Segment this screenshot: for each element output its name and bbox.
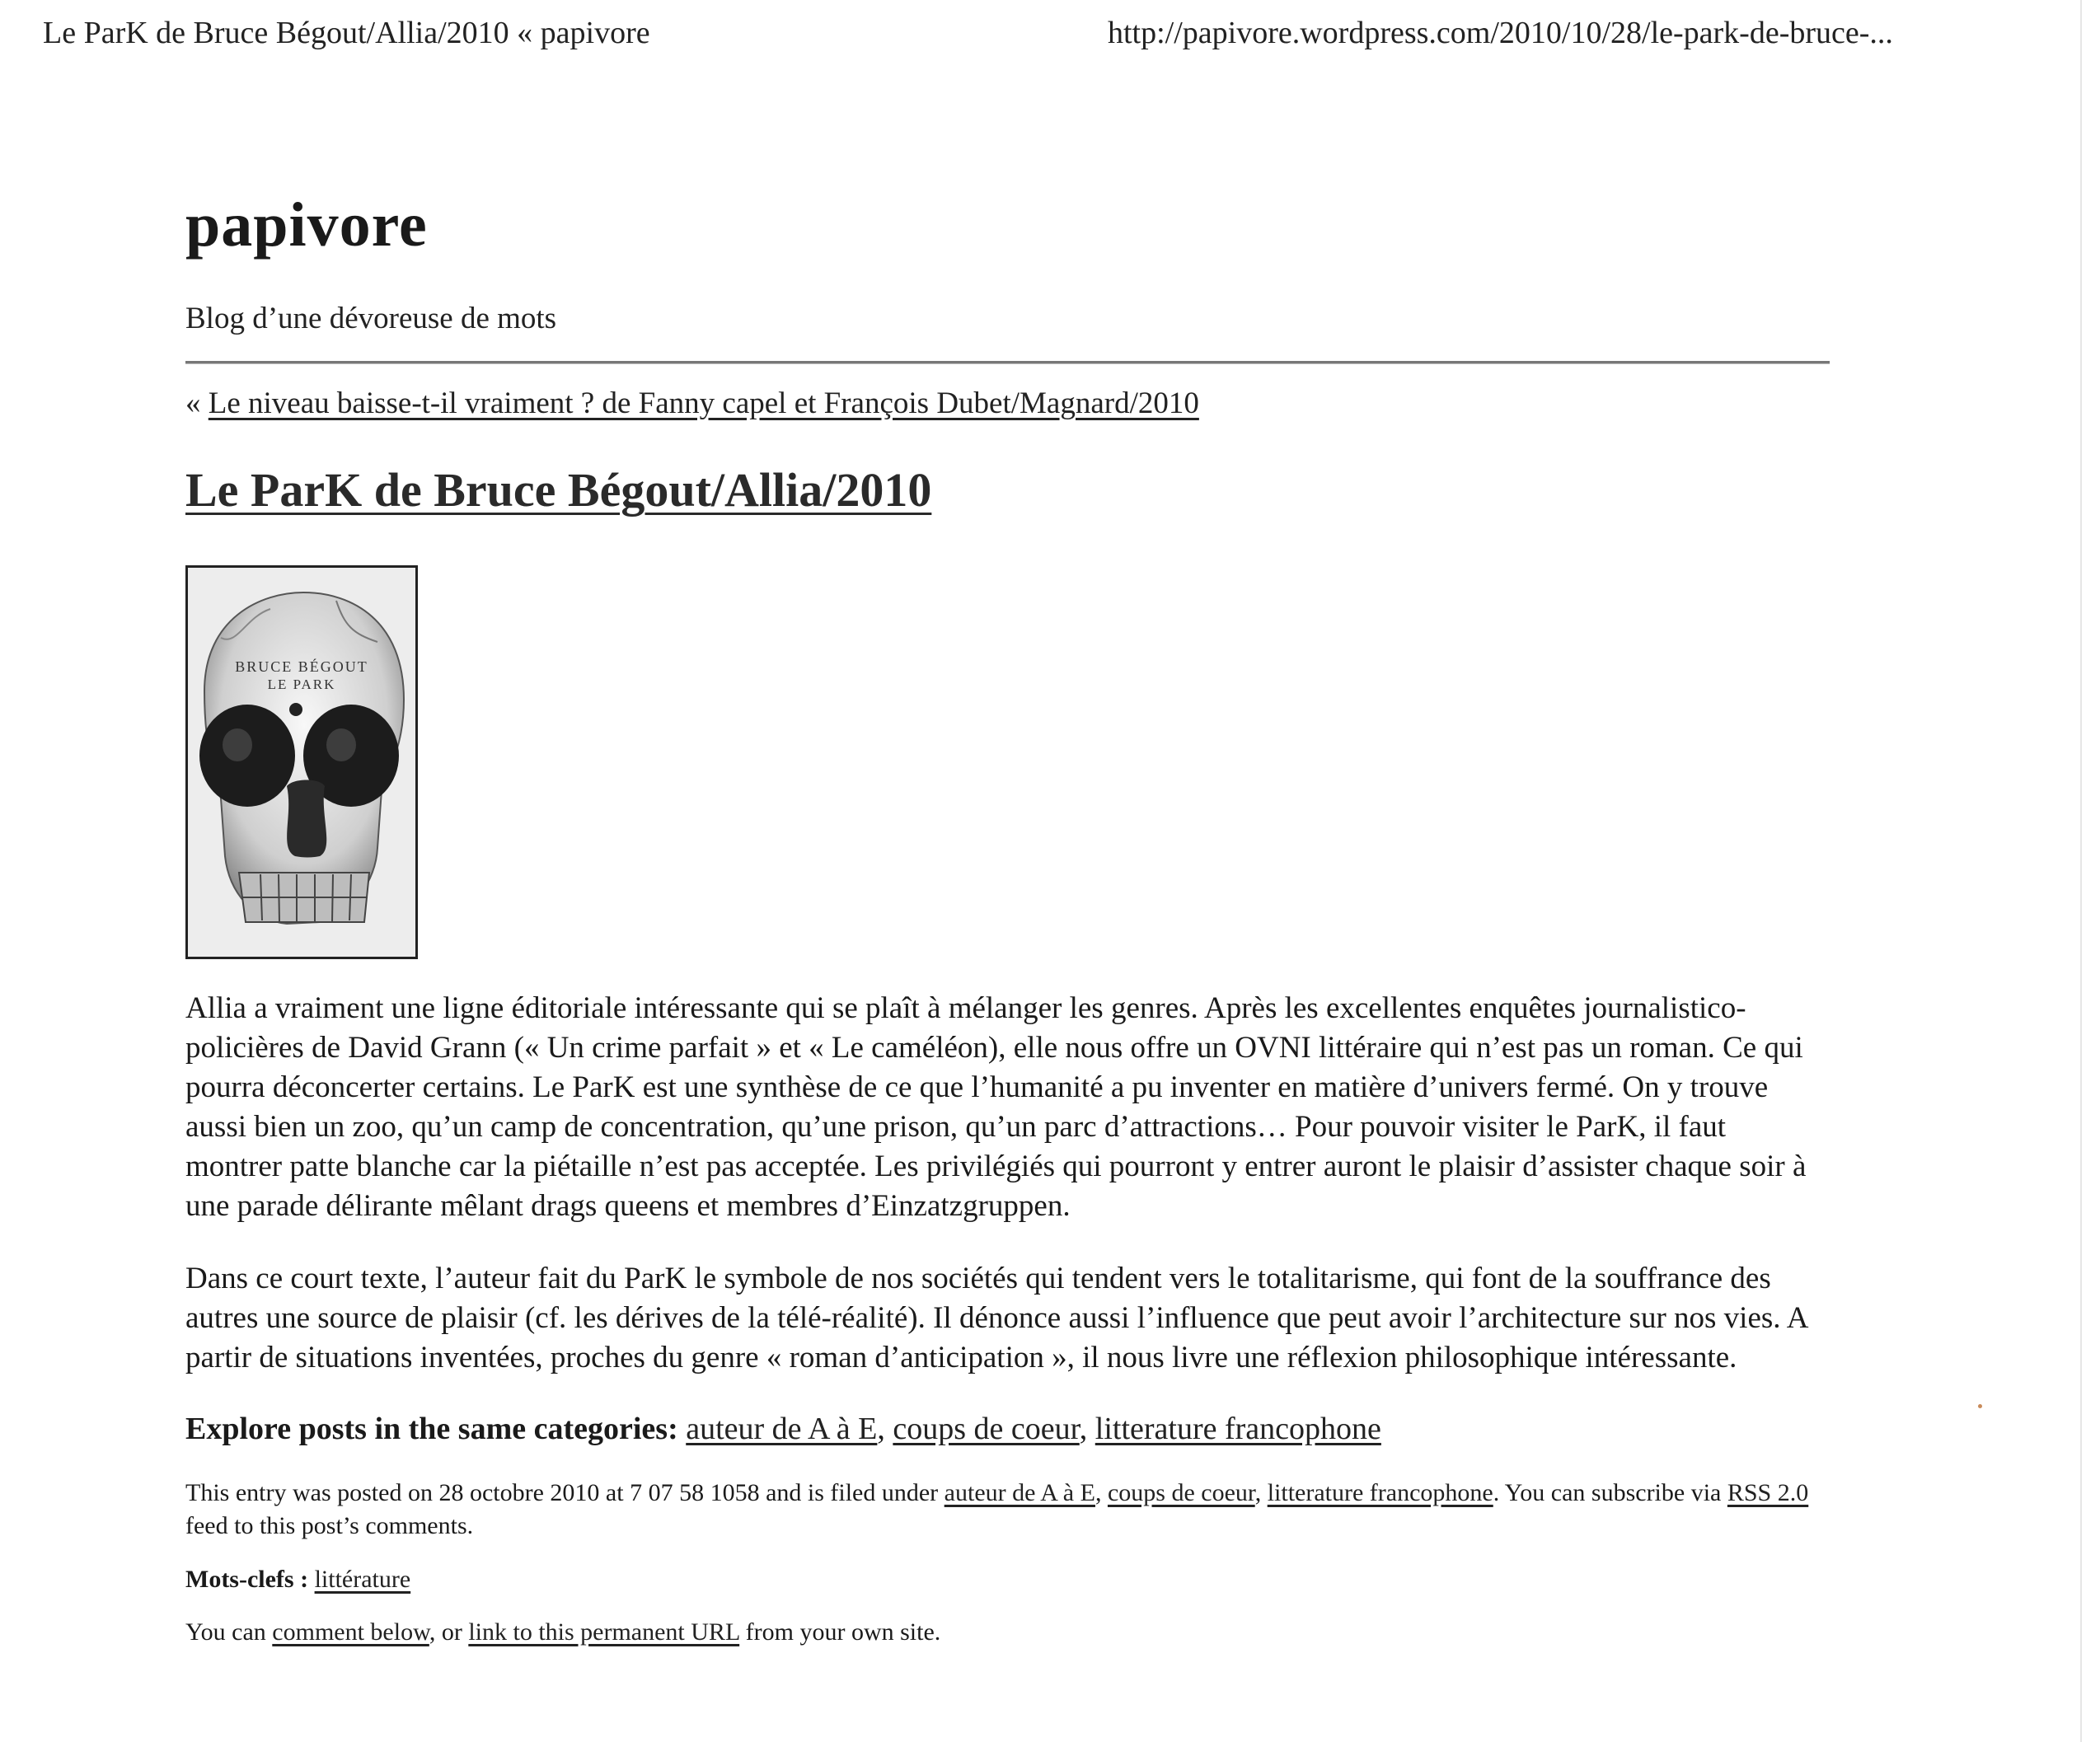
rss-link[interactable]: RSS 2.0 xyxy=(1727,1479,1809,1506)
meta-subscribe-suffix: feed to this post’s comments. xyxy=(185,1512,474,1539)
scan-edge-line xyxy=(2080,0,2082,1742)
category-link-coups-de-coeur[interactable]: coups de coeur xyxy=(893,1412,1080,1446)
meta-posted-text: This entry was posted on 28 octobre 2010 at 7 07 58 1058 and is filed under xyxy=(185,1479,945,1506)
categories-section xyxy=(185,1411,1830,1447)
comment-line-middle: , or xyxy=(429,1618,469,1646)
category-separator: , xyxy=(877,1412,893,1446)
book-cover-image xyxy=(185,565,418,959)
blog-description: Blog d’une dévoreuse de mots xyxy=(185,302,557,335)
meta-category-link-auteur[interactable]: auteur de A à E xyxy=(944,1479,1095,1506)
post-title xyxy=(185,462,1830,517)
previous-post-link[interactable]: Le niveau baisse-t-il vraiment ? de Fanny capel et François Dubet/Magnard/2010 xyxy=(208,386,1199,420)
cover-book-title-text: LE PARK xyxy=(267,677,336,692)
post-title-link[interactable]: Le ParK de Bruce Bégout/Allia/2010 xyxy=(185,463,932,517)
cover-author-text: BRUCE BÉGOUT xyxy=(235,658,368,675)
print-page-url: http://papivore.wordpress.com/2010/10/28/le-park-de-bruce-... xyxy=(1108,16,1893,50)
tag-link-litterature[interactable]: littérature xyxy=(314,1566,411,1593)
meta-category-link-litterature-francophone[interactable]: litterature francophone xyxy=(1267,1479,1493,1506)
permalink-link[interactable]: link to this permanent URL xyxy=(468,1618,740,1646)
post-meta xyxy=(185,1477,1834,1543)
meta-subscribe-text: . You can subscribe via xyxy=(1493,1479,1727,1506)
previous-post-navigation xyxy=(185,386,1830,421)
meta-separator: , xyxy=(1095,1479,1108,1506)
post-content xyxy=(185,989,1830,1378)
comment-line-suffix: from your own site. xyxy=(739,1618,941,1646)
print-header xyxy=(43,15,2057,56)
category-separator: , xyxy=(1079,1412,1095,1446)
comment-permalink-line xyxy=(185,1618,1830,1646)
categories-label: Explore posts in the same categories: xyxy=(185,1412,678,1446)
post-paragraph: Dans ce court texte, l’auteur fait du ParK le symbole de nos sociétés qui tendent vers le totalitarisme, qui font de la souffrance des autres une source de plaisir (cf. les dérives de la télé-réalité). Il dénonce aussi l’influence que peut avoir l’architecture sur nos vies. A partir de situations inventées, proches du genre « roman d’anticipation », il nous livre une réflexion philosophique intéressante. xyxy=(185,1262,1807,1374)
meta-separator: , xyxy=(1254,1479,1268,1506)
blog-title[interactable]: papivore xyxy=(185,190,428,260)
tags-section xyxy=(185,1566,1830,1594)
category-link-auteur[interactable]: auteur de A à E xyxy=(686,1412,878,1446)
scan-speck xyxy=(1978,1404,1982,1408)
comment-below-link[interactable]: comment below xyxy=(272,1618,429,1646)
print-page-title: Le ParK de Bruce Bégout/Allia/2010 « papivore xyxy=(43,16,650,50)
category-link-litterature-francophone[interactable]: litterature francophone xyxy=(1095,1412,1381,1446)
blog-page xyxy=(185,165,1830,1646)
comment-line-prefix: You can xyxy=(185,1618,273,1646)
meta-category-link-coups-de-coeur[interactable]: coups de coeur xyxy=(1107,1479,1255,1506)
skull-icon xyxy=(188,568,415,957)
tags-label: Mots-clefs : xyxy=(185,1566,309,1593)
post-paragraph: Allia a vraiment une ligne éditoriale intéressante qui se plaît à mélanger les genres. Après les excellentes enquêtes journalistico-policières de David Grann (« Un crime parfait » et « Le caméléon), elle nous offre un OVNI littéraire qui n’est pas un roman. Ce qui pourra déconcerter certains. Le ParK est une synthèse de ce que l’humanité a pu inventer en matière d’univers fermé. On y trouve aussi bien un zoo, qu’un camp de concentration, qu’une prison, qu’un parc d’attractions… Pour pouvoir visiter le ParK, il faut montrer patte blanche car la piétaille n’est pas acceptée. Les privilégiés qui pourront y entrer auront le plaisir d’assister chaque soir à une parade délirante mêlant drags queens et membres d’Einzatzgruppen. xyxy=(185,991,1807,1223)
previous-post-prefix: « xyxy=(185,386,209,420)
header-divider xyxy=(185,361,1830,364)
